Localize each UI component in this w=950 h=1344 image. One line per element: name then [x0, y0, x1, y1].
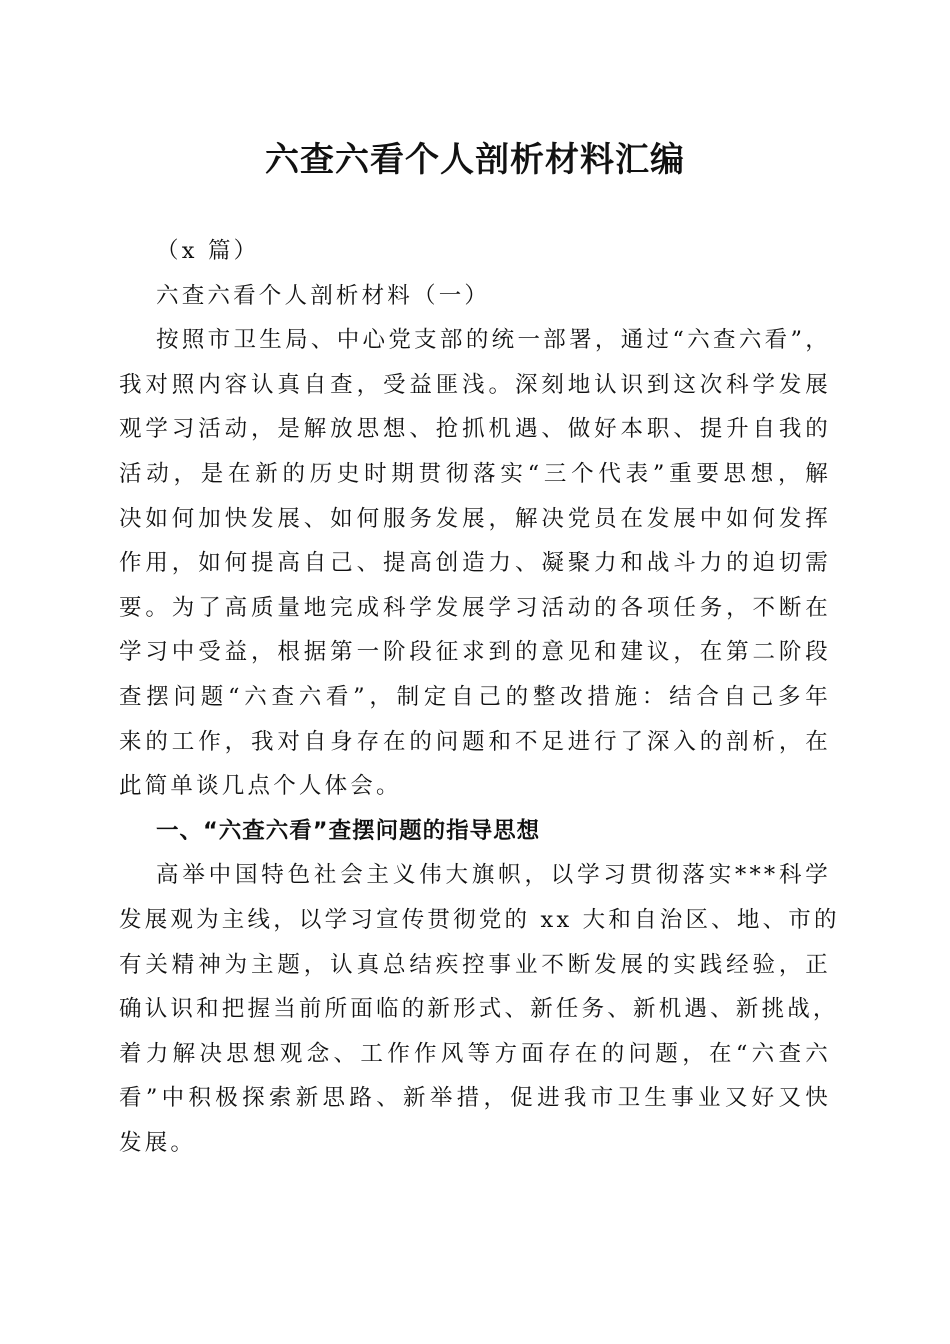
- paragraph-line: 着力解决思想观念、工作作风等方面存在的问题，在“六查六: [119, 1040, 831, 1067]
- paragraph-line: 观学习活动，是解放思想、抢抓机遇、做好本职、提升自我的: [119, 416, 831, 443]
- paragraph-line: 我对照内容认真自查，受益匪浅。深刻地认识到这次科学发展: [119, 371, 831, 398]
- paragraph-2: [119, 853, 840, 1165]
- paragraph-line: 有关精神为主题，认真总结疾控事业不断发展的实践经验，正: [119, 951, 831, 978]
- paragraph-line: 活动，是在新的历史时期贯彻落实“三个代表”重要思想，解: [119, 460, 831, 487]
- paragraph-line: 发展。: [119, 1129, 197, 1156]
- paragraph-line: 作用，如何提高自己、提高创造力、凝聚力和战斗力的迫切需: [119, 550, 831, 577]
- document-title: 六查六看个人剖析材料汇编: [265, 140, 685, 180]
- document-body: [119, 229, 840, 1165]
- section-heading: 一、“六查六看”查摆问题的指导思想: [156, 817, 541, 844]
- paragraph-line: 高举中国特色社会主义伟大旗帜，以学习贯彻落实***科学: [156, 862, 831, 889]
- article-subtitle: 六查六看个人剖析材料（一）: [156, 282, 491, 309]
- paragraph-line: 学习中受益，根据第一阶段征求到的意见和建议，在第二阶段: [119, 639, 831, 666]
- paragraph-line: 按照市卫生局、中心党支部的统一部署，通过“六查六看”，: [156, 327, 831, 354]
- paragraph-line: 来的工作，我对自身存在的问题和不足进行了深入的剖析，在: [119, 728, 831, 755]
- paragraph-line: 查摆问题“六查六看”，制定自己的整改措施：结合自己多年: [119, 683, 831, 710]
- paragraph-line: 此简单谈几点个人体会。: [119, 773, 402, 800]
- paragraph-line: 要。为了高质量地完成科学发展学习活动的各项任务，不断在: [119, 594, 831, 621]
- paragraph-line: 确认识和把握当前所面临的新形式、新任务、新机遇、新挑战，: [119, 996, 839, 1023]
- article-count-note: （x 篇）: [156, 238, 260, 264]
- paragraph-1: [119, 318, 831, 809]
- paragraph-line: 发展观为主线，以学习宣传贯彻党的 xx 大和自治区、地、市的: [119, 906, 840, 933]
- paragraph-line: 决如何加快发展、如何服务发展，解决党员在发展中如何发挥: [119, 505, 831, 532]
- paragraph-line: 看”中积极探索新思路、新举措，促进我市卫生事业又好又快: [119, 1085, 831, 1112]
